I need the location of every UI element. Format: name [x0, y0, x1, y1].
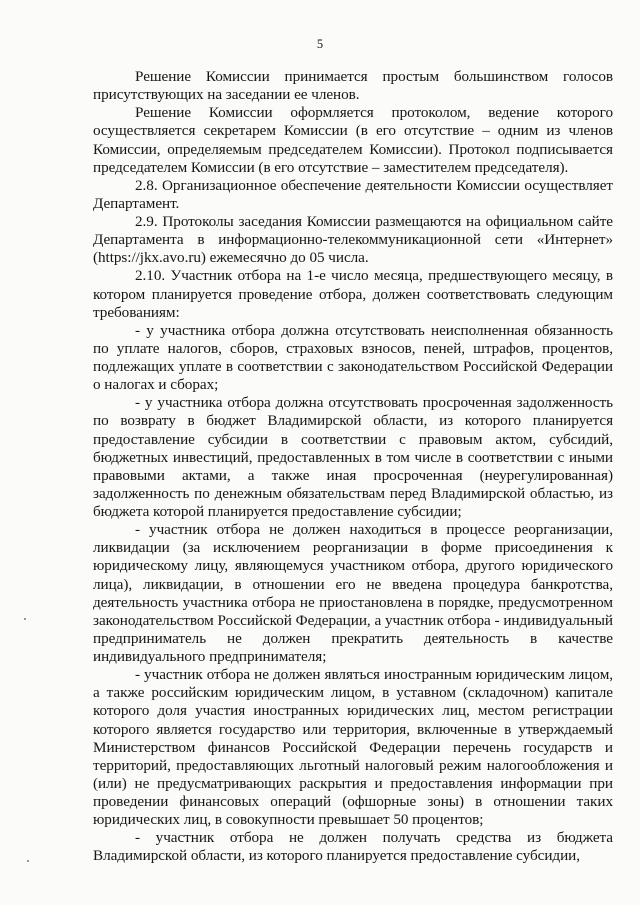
paragraph: - участник отбора не должен находиться в процессе реорганизации, ликвидации (за исключением реорганизации в форме присоединения к юридическому лицу, являющемуся участником отбора, другого юридического лица), ликвидации, в отношении его не введена процедура банкротства, деятельность участника отбора не приостановлена в порядке, предусмотренном законодательством Российской Федерации, а участник отбора - индивидуальный предприниматель не должен прекратить деятельность в качестве индивидуального предпринимателя;	[93, 521, 613, 665]
paragraph: 2.10. Участник отбора на 1-е число месяца, предшествующего месяцу, в котором планируется проведение отбора, должен соответствовать следующим требованиям:	[93, 267, 613, 321]
page-number: 5	[316, 37, 324, 51]
paragraph: 2.8. Организационное обеспечение деятельности Комиссии осуществляет Департамент.	[93, 176, 613, 212]
paragraph: Решение Комиссии оформляется протоколом, ведение которого осуществляется секретарем Комиссии (в его отсутствие – одним из членов Комиссии, определяемым председателем Комиссии). Протокол подписывается председателем Комиссии (в его отсутствие – заместителем председателя).	[93, 104, 613, 176]
paragraph: - участник отбора не должен являться иностранным юридическим лицом, а также российским юридическим лицом, в уставном (складочном) капитале которого доля участия иностранных юридических лиц, местом регистрации которого является государство или территория, включенные в утверждаемый Министерством финансов Российской Федерации перечень государств и территорий, предоставляющих льготный налоговый режим налогообложения и (или) не предусматривающих раскрытия и предоставления информации при проведении финансовых операций (офшорные зоны) в отношении таких юридических лиц, в совокупности превышает 50 процентов;	[93, 666, 613, 829]
page-body	[93, 68, 613, 866]
paragraph: - у участника отбора должна отсутствовать неисполненная обязанность по уплате налогов, сборов, страховых взносов, пеней, штрафов, процентов, подлежащих уплате в соответствии с законодательством Российской Федерации о налогах и сборах;	[93, 321, 613, 394]
paragraph: Решение Комиссии принимается простым большинством голосов присутствующих на заседании ее членов.	[93, 68, 613, 104]
paragraph: 2.9. Протоколы заседания Комиссии размещаются на официальном сайте Департамента в информационно-телекоммуникационной сети «Интернет» (https://jkx.avo.ru) ежемесячно до 05 числа.	[93, 213, 613, 267]
paragraph: - участник отбора не должен получать средства из бюджета Владимирской области, из которого планируется предоставление субсидии,	[93, 829, 613, 865]
scan-speck	[24, 618, 26, 620]
scan-speck	[27, 860, 29, 862]
paragraph: - у участника отбора должна отсутствовать просроченная задолженность по возврату в бюджет Владимирской области, из которого планируется предоставление субсидии в соответствии с правовым актом, субсидий, бюджетных инвестиций, предоставленных в том числе в соответствии с иными правовыми актами, а также иная просроченная (неурегулированная) задолженность по денежным обязательствам перед Владимирской областью, из бюджета которой планируется предоставление субсидии;	[93, 394, 613, 520]
